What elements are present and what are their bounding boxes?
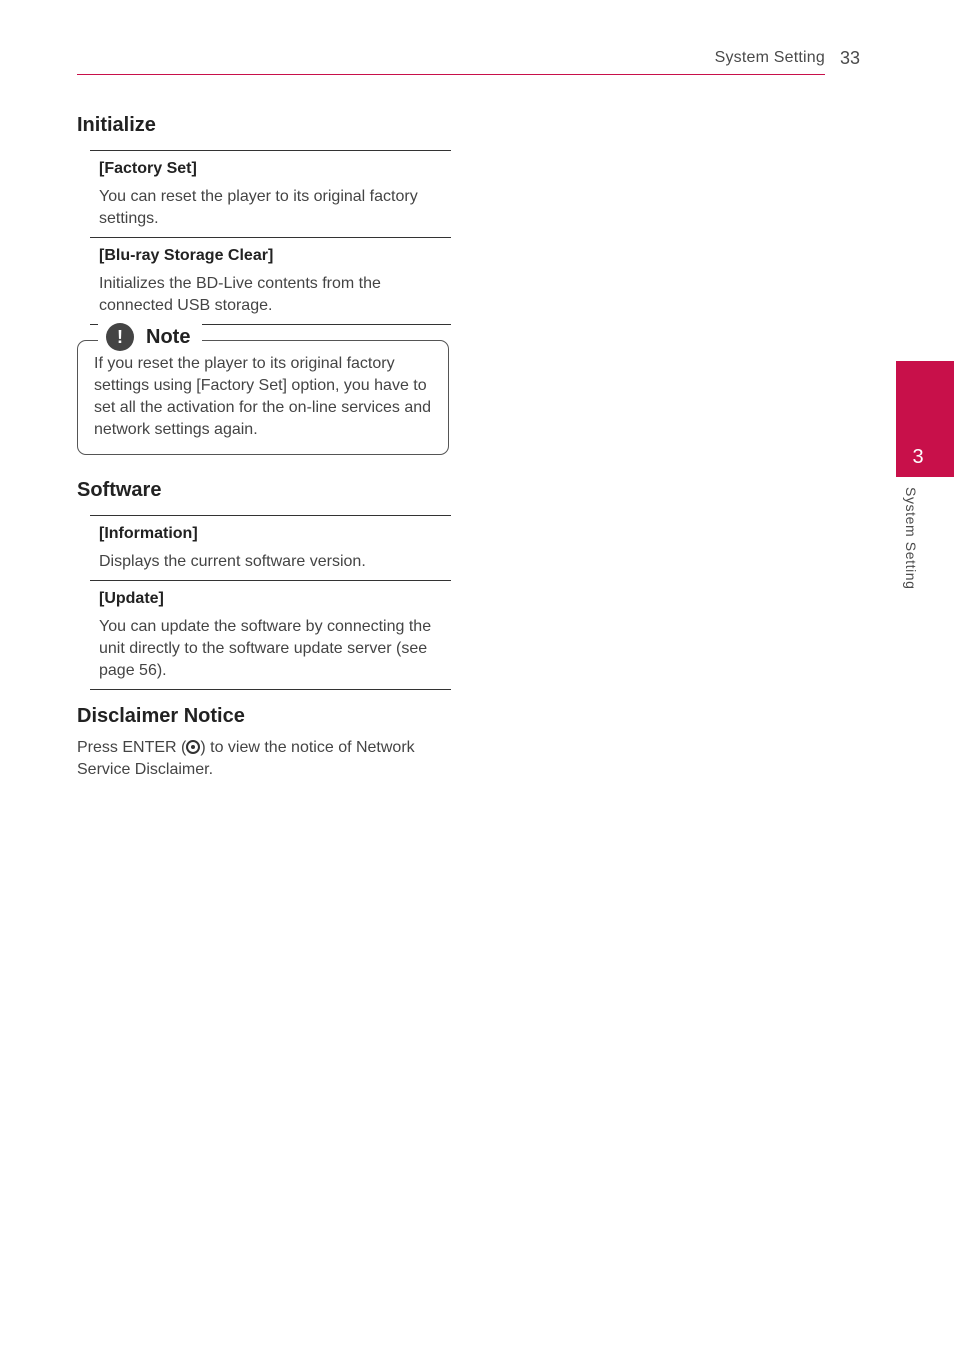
chapter-label: System Setting [903,487,919,590]
definition-desc: Displays the current software version. [99,553,366,570]
initialize-heading: Initialize [77,114,156,136]
disclaimer-text-before: Press ENTER ( [77,739,187,756]
note-header [98,323,202,351]
exclamation-icon: ! [106,323,134,351]
definition-item [90,238,451,325]
header-section-title: System Setting [714,49,825,66]
definition-desc: You can update the software by connecting the unit directly to the software update server (see page 56). [99,618,432,679]
header-divider [77,74,825,75]
note-title: Note [146,325,191,348]
definition-term: [Information] [99,525,198,542]
page-number: 33 [840,48,861,68]
definition-item [90,151,451,238]
note-text: If you reset the player to its original factory settings using [Factory Set] option, you have to set all the activation for the on-line services and network settings again. [94,355,432,438]
initialize-definitions [90,150,451,325]
software-heading: Software [77,479,162,501]
definition-term: [Update] [99,590,164,607]
definition-term: [Factory Set] [99,160,197,177]
disclaimer-heading: Disclaimer Notice [77,705,245,727]
definition-item [90,516,451,581]
software-definitions [90,515,451,690]
definition-item [90,581,451,690]
disclaimer-text-after: ) to view the notice of Network Service Disclaimer. [77,739,415,778]
definition-desc: Initializes the BD-Live contents from the connected USB storage. [99,275,381,314]
chapter-number: 3 [912,446,924,468]
definition-desc: You can reset the player to its original factory settings. [99,188,418,227]
disclaimer-text [77,737,447,781]
enter-button-icon [186,740,200,754]
definition-term: [Blu-ray Storage Clear] [99,247,274,264]
